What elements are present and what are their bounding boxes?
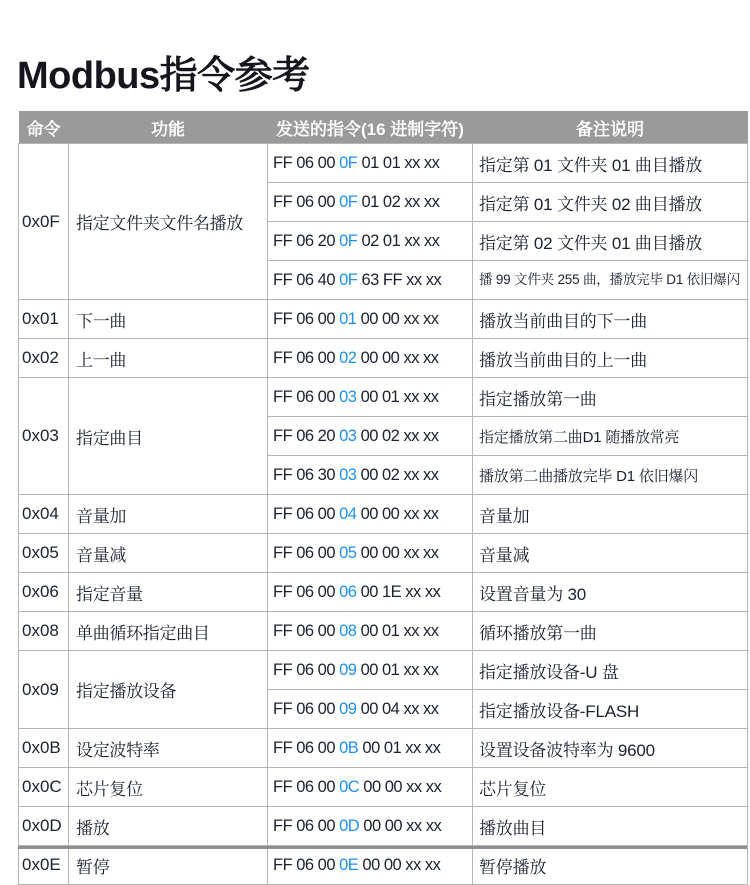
hex-register-byte: 05: [339, 543, 357, 562]
hex-register-byte: 03: [339, 465, 357, 484]
hex-prefix: FF 06 00: [273, 660, 340, 679]
function-cell: 上一曲: [69, 339, 268, 378]
hex-register-byte: 04: [339, 504, 357, 523]
function-cell: 指定曲目: [69, 378, 268, 495]
hex-prefix: FF 06 00: [273, 348, 340, 367]
page-title: Modbus指令参考: [17, 55, 310, 97]
hex-command-cell: [268, 144, 473, 183]
hex-command-cell: [268, 417, 473, 456]
table-row: [19, 495, 748, 534]
hex-prefix: FF 06 00: [273, 543, 340, 562]
header-row: [19, 111, 748, 144]
hex-register-byte: 0F: [339, 153, 358, 172]
hex-suffix: 00 00 xx xx: [358, 855, 441, 874]
hex-command-cell: [268, 573, 473, 612]
hex-prefix: FF 06 00: [273, 582, 340, 601]
hex-register-byte: 06: [339, 582, 357, 601]
hex-register-byte: 0B: [339, 738, 359, 757]
table-row: [19, 846, 748, 885]
note-cell: 播放当前曲目的上一曲: [473, 339, 748, 378]
hex-command-cell: [268, 807, 473, 846]
note-cell: 指定第 02 文件夹 01 曲目播放: [473, 222, 748, 261]
note-cell: 指定第 01 文件夹 01 曲目播放: [473, 144, 748, 183]
note-cell: 指定播放第一曲: [473, 378, 748, 417]
hex-suffix: 63 FF xx xx: [357, 270, 442, 289]
hex-register-byte: 08: [339, 621, 357, 640]
hex-register-byte: 0E: [339, 855, 359, 874]
table-header: [19, 111, 748, 144]
note-cell: 播放当前曲目的下一曲: [473, 300, 748, 339]
command-cell: 0x0D: [19, 807, 69, 846]
hex-suffix: 00 02 xx xx: [356, 426, 439, 445]
function-cell: 单曲循环指定曲目: [69, 612, 268, 651]
hex-command-cell: [268, 183, 473, 222]
hex-prefix: FF 06 00: [273, 777, 340, 796]
note-cell: 芯片复位: [473, 768, 748, 807]
hex-command-cell: [268, 846, 473, 885]
hex-prefix: FF 06 40: [273, 270, 340, 289]
note-cell: 指定播放第二曲D1 随播放常亮: [473, 417, 748, 456]
hex-register-byte: 0D: [339, 816, 360, 835]
hex-suffix: 00 01 xx xx: [358, 738, 441, 757]
table-row: [19, 573, 748, 612]
table-row: [19, 612, 748, 651]
function-cell: 指定音量: [69, 573, 268, 612]
note-cell: 设置设备波特率为 9600: [473, 729, 748, 768]
hex-prefix: FF 06 00: [273, 855, 340, 874]
table-row: [19, 534, 748, 573]
command-cell: 0x01: [19, 300, 69, 339]
function-cell: 音量加: [69, 495, 268, 534]
header-notes: 备注说明: [473, 111, 748, 144]
table-row: [19, 651, 748, 690]
hex-register-byte: 03: [339, 387, 357, 406]
hex-command-cell: [268, 729, 473, 768]
command-cell: 0x0C: [19, 768, 69, 807]
hex-suffix: 01 01 xx xx: [357, 153, 440, 172]
hex-prefix: FF 06 00: [273, 309, 340, 328]
hex-suffix: 00 00 xx xx: [356, 504, 439, 523]
header-function: 功能: [69, 111, 268, 144]
command-cell: 0x04: [19, 495, 69, 534]
function-cell: 设定波特率: [69, 729, 268, 768]
command-cell: 0x09: [19, 651, 69, 729]
hex-register-byte: 0F: [339, 231, 358, 250]
hex-prefix: FF 06 20: [273, 231, 340, 250]
note-cell: 暂停播放: [473, 846, 748, 885]
note-cell: 音量加: [473, 495, 748, 534]
hex-prefix: FF 06 00: [273, 504, 340, 523]
table-row: [19, 768, 748, 807]
hex-prefix: FF 06 00: [273, 816, 340, 835]
hex-suffix: 00 00 xx xx: [359, 816, 442, 835]
function-cell: 音量减: [69, 534, 268, 573]
hex-command-cell: [268, 651, 473, 690]
hex-command-cell: [268, 534, 473, 573]
hex-suffix: 00 01 xx xx: [356, 660, 439, 679]
note-cell: 指定播放设备-FLASH: [473, 690, 748, 729]
hex-command-cell: [268, 261, 473, 300]
hex-suffix: 00 02 xx xx: [356, 465, 439, 484]
table-row: [19, 807, 748, 846]
hex-register-byte: 09: [339, 660, 357, 679]
note-cell: 音量减: [473, 534, 748, 573]
note-cell: 设置音量为 30: [473, 573, 748, 612]
hex-suffix: 00 00 xx xx: [356, 543, 439, 562]
function-cell: 播放: [69, 807, 268, 846]
hex-suffix: 02 01 xx xx: [357, 231, 440, 250]
hex-register-byte: 0F: [339, 192, 358, 211]
table-row: [19, 729, 748, 768]
hex-suffix: 00 00 xx xx: [359, 777, 442, 796]
hex-suffix: 00 01 xx xx: [356, 387, 439, 406]
note-cell: 指定第 01 文件夹 02 曲目播放: [473, 183, 748, 222]
hex-suffix: 00 1E xx xx: [356, 582, 441, 601]
hex-register-byte: 0C: [339, 777, 360, 796]
command-cell: 0x02: [19, 339, 69, 378]
hex-register-byte: 09: [339, 699, 357, 718]
hex-suffix: 00 00 xx xx: [356, 309, 439, 328]
hex-prefix: FF 06 00: [273, 153, 340, 172]
hex-prefix: FF 06 00: [273, 387, 340, 406]
function-cell: 指定文件夹文件名播放: [69, 144, 268, 300]
table-row: [19, 300, 748, 339]
hex-command-cell: [268, 690, 473, 729]
hex-suffix: 01 02 xx xx: [357, 192, 440, 211]
hex-command-cell: [268, 768, 473, 807]
hex-suffix: 00 01 xx xx: [356, 621, 439, 640]
command-cell: 0x08: [19, 612, 69, 651]
function-cell: 暂停: [69, 846, 268, 885]
function-cell: 指定播放设备: [69, 651, 268, 729]
modbus-command-table: [18, 111, 748, 885]
hex-command-cell: [268, 300, 473, 339]
function-cell: 下一曲: [69, 300, 268, 339]
hex-suffix: 00 04 xx xx: [356, 699, 439, 718]
hex-register-byte: 03: [339, 426, 357, 445]
hex-prefix: FF 06 00: [273, 192, 340, 211]
hex-command-cell: [268, 456, 473, 495]
hex-command-cell: [268, 612, 473, 651]
hex-prefix: FF 06 20: [273, 426, 340, 445]
command-cell: 0x05: [19, 534, 69, 573]
hex-command-cell: [268, 339, 473, 378]
command-cell: 0x0B: [19, 729, 69, 768]
note-cell: 指定播放设备-U 盘: [473, 651, 748, 690]
hex-register-byte: 01: [339, 309, 357, 328]
table-row: [19, 144, 748, 183]
table-row: [19, 339, 748, 378]
hex-prefix: FF 06 00: [273, 738, 340, 757]
hex-command-cell: [268, 222, 473, 261]
function-cell: 芯片复位: [69, 768, 268, 807]
note-cell: 播放第二曲播放完毕 D1 依旧爆闪: [473, 456, 748, 495]
hex-prefix: FF 06 00: [273, 699, 340, 718]
hex-command-cell: [268, 378, 473, 417]
header-hex-command: 发送的指令(16 进制字符): [268, 111, 473, 144]
hex-command-cell: [268, 495, 473, 534]
note-cell: 循环播放第一曲: [473, 612, 748, 651]
hex-prefix: FF 06 30: [273, 465, 340, 484]
table-body: [19, 144, 748, 885]
hex-suffix: 00 00 xx xx: [356, 348, 439, 367]
hex-register-byte: 02: [339, 348, 357, 367]
command-cell: 0x06: [19, 573, 69, 612]
hex-prefix: FF 06 00: [273, 621, 340, 640]
note-cell: 播放曲目: [473, 807, 748, 846]
command-cell: 0x0E: [19, 846, 69, 885]
table-row: [19, 378, 748, 417]
note-cell: 播 99 文件夹 255 曲，播放完毕 D1 依旧爆闪: [473, 261, 748, 300]
command-cell: 0x03: [19, 378, 69, 495]
command-cell: 0x0F: [19, 144, 69, 300]
header-command: 命令: [19, 111, 69, 144]
hex-register-byte: 0F: [339, 270, 358, 289]
